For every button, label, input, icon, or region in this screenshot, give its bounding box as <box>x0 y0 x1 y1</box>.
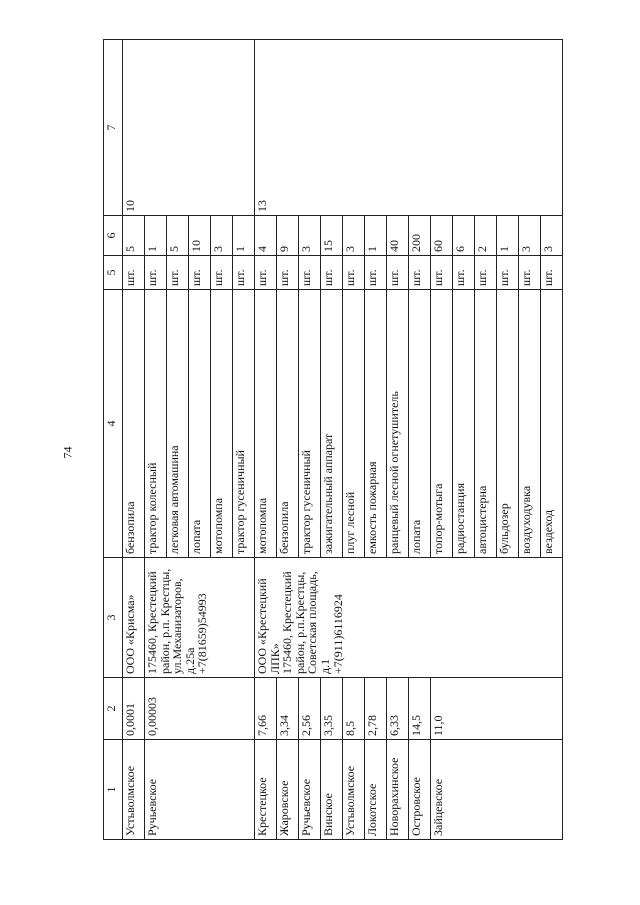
header-col-1: 1 <box>104 740 123 840</box>
settlement-name: Ручьевское <box>299 740 321 840</box>
equipment-qty: 15 <box>321 216 343 256</box>
equipment-unit: шт. <box>277 256 299 290</box>
settlement-name: Устьволмское <box>123 740 145 840</box>
equipment-unit: шт. <box>431 256 453 290</box>
equipment-qty: 3 <box>541 216 563 256</box>
equipment-item: мотопомпа <box>211 290 233 558</box>
equipment-qty: 6 <box>453 216 475 256</box>
equipment-item: плуг лесной <box>343 290 365 558</box>
settlement-name: Устьволмское <box>343 740 365 840</box>
equipment-item: автоцистерна <box>475 290 497 558</box>
equipment-item: трактор гусеничный <box>299 290 321 558</box>
settlement-name: Островское <box>409 740 431 840</box>
equipment-qty: 1 <box>365 216 387 256</box>
equipment-unit: шт. <box>387 256 409 290</box>
equipment-table <box>103 39 563 840</box>
table-row <box>255 40 277 840</box>
settlement-name: Новорахинское <box>387 740 409 840</box>
equipment-unit: шт. <box>321 256 343 290</box>
equipment-unit: шт. <box>233 256 255 290</box>
equipment-qty: 3 <box>343 216 365 256</box>
equipment-unit: шт. <box>409 256 431 290</box>
equipment-qty: 5 <box>167 216 189 256</box>
org-phone: +7(911)6116924 <box>330 594 345 674</box>
equipment-unit: шт. <box>255 256 277 290</box>
settlement-name: Зайцевское <box>431 740 563 840</box>
org-address-text: 175460, Крестецкий район, р.п. Крестцы, ул.Механизаторов, д.25а <box>145 568 197 674</box>
table-row <box>123 40 145 840</box>
equipment-unit: шт. <box>123 256 145 290</box>
settlement-name: Локотское <box>365 740 387 840</box>
equipment-qty: 1 <box>233 216 255 256</box>
settlement-value: 2,56 <box>299 678 321 740</box>
settlement-name: Ручьевское <box>145 740 255 840</box>
header-row <box>104 40 123 840</box>
equipment-qty: 40 <box>387 216 409 256</box>
equipment-qty: 3 <box>519 216 541 256</box>
equipment-unit: шт. <box>167 256 189 290</box>
settlement-value: 14,5 <box>409 678 431 740</box>
settlement-value: 2,78 <box>365 678 387 740</box>
settlement-value: 6,33 <box>387 678 409 740</box>
equipment-item: легковая автомашина <box>167 290 189 558</box>
equipment-item: бензопила <box>123 290 145 558</box>
equipment-unit: шт. <box>189 256 211 290</box>
equipment-unit: шт. <box>211 256 233 290</box>
page-number: 74 <box>60 446 75 459</box>
settlement-value: 8,5 <box>343 678 365 740</box>
equipment-qty: 5 <box>123 216 145 256</box>
equipment-unit: шт. <box>365 256 387 290</box>
equipment-item: трактор гусеничный <box>233 290 255 558</box>
equipment-item: радиостанция <box>453 290 475 558</box>
equipment-item: зажигательный аппарат <box>321 290 343 558</box>
settlement-value: 0,0001 <box>123 678 145 740</box>
equipment-qty: 3 <box>211 216 233 256</box>
org-address-text: 175460, Крестецкий район, р.п.Крестцы, Советская площадь, д.1 <box>280 571 332 674</box>
equipment-item: лопата <box>409 290 431 558</box>
settlement-value: 7,66 <box>255 678 277 740</box>
equipment-qty: 10 <box>189 216 211 256</box>
equipment-item: ранцевый лесной огнетушитель <box>387 290 409 558</box>
equipment-item: мотопомпа <box>255 290 277 558</box>
equipment-unit: шт. <box>343 256 365 290</box>
equipment-item: лопата <box>189 290 211 558</box>
org-total: 10 <box>123 40 255 216</box>
header-col-2: 2 <box>104 678 123 740</box>
equipment-qty: 60 <box>431 216 453 256</box>
equipment-unit: шт. <box>299 256 321 290</box>
header-col-7: 7 <box>104 40 123 216</box>
equipment-item: бензопила <box>277 290 299 558</box>
equipment-qty: 1 <box>145 216 167 256</box>
equipment-qty: 200 <box>409 216 431 256</box>
org-address <box>145 558 255 678</box>
equipment-unit: шт. <box>475 256 497 290</box>
equipment-item: вездеход <box>541 290 563 558</box>
equipment-item: трактор колесный <box>145 290 167 558</box>
equipment-qty: 3 <box>299 216 321 256</box>
settlement-value: 3,34 <box>277 678 299 740</box>
equipment-qty: 1 <box>497 216 519 256</box>
header-col-6: 6 <box>104 216 123 256</box>
settlement-value: 11,0 <box>431 678 563 740</box>
settlement-value: 0,00003 <box>145 678 255 740</box>
equipment-unit: шт. <box>519 256 541 290</box>
equipment-item: бульдозер <box>497 290 519 558</box>
header-col-4: 4 <box>104 290 123 558</box>
header-col-3: 3 <box>104 558 123 678</box>
equipment-item: воздуходувка <box>519 290 541 558</box>
equipment-qty: 9 <box>277 216 299 256</box>
settlement-name: Крестецкое <box>255 740 277 840</box>
settlement-name: Винское <box>321 740 343 840</box>
org-name: ООО «Крестецкий ЛПК» <box>255 578 282 674</box>
rotated-table-wrapper <box>103 40 563 840</box>
equipment-unit: шт. <box>541 256 563 290</box>
equipment-unit: шт. <box>453 256 475 290</box>
settlement-name: Жаровское <box>277 740 299 840</box>
equipment-item: топор-мотыга <box>431 290 453 558</box>
equipment-qty: 4 <box>255 216 277 256</box>
org-name: ООО «Крисма» <box>123 558 145 678</box>
equipment-unit: шт. <box>497 256 519 290</box>
equipment-qty: 2 <box>475 216 497 256</box>
org-phone: +7(81659)54993 <box>195 593 210 674</box>
equipment-item: емкость пожарная <box>365 290 387 558</box>
org-total: 13 <box>255 40 563 216</box>
settlement-value: 3,35 <box>321 678 343 740</box>
equipment-unit: шт. <box>145 256 167 290</box>
org-details <box>255 558 563 678</box>
header-col-5: 5 <box>104 256 123 290</box>
